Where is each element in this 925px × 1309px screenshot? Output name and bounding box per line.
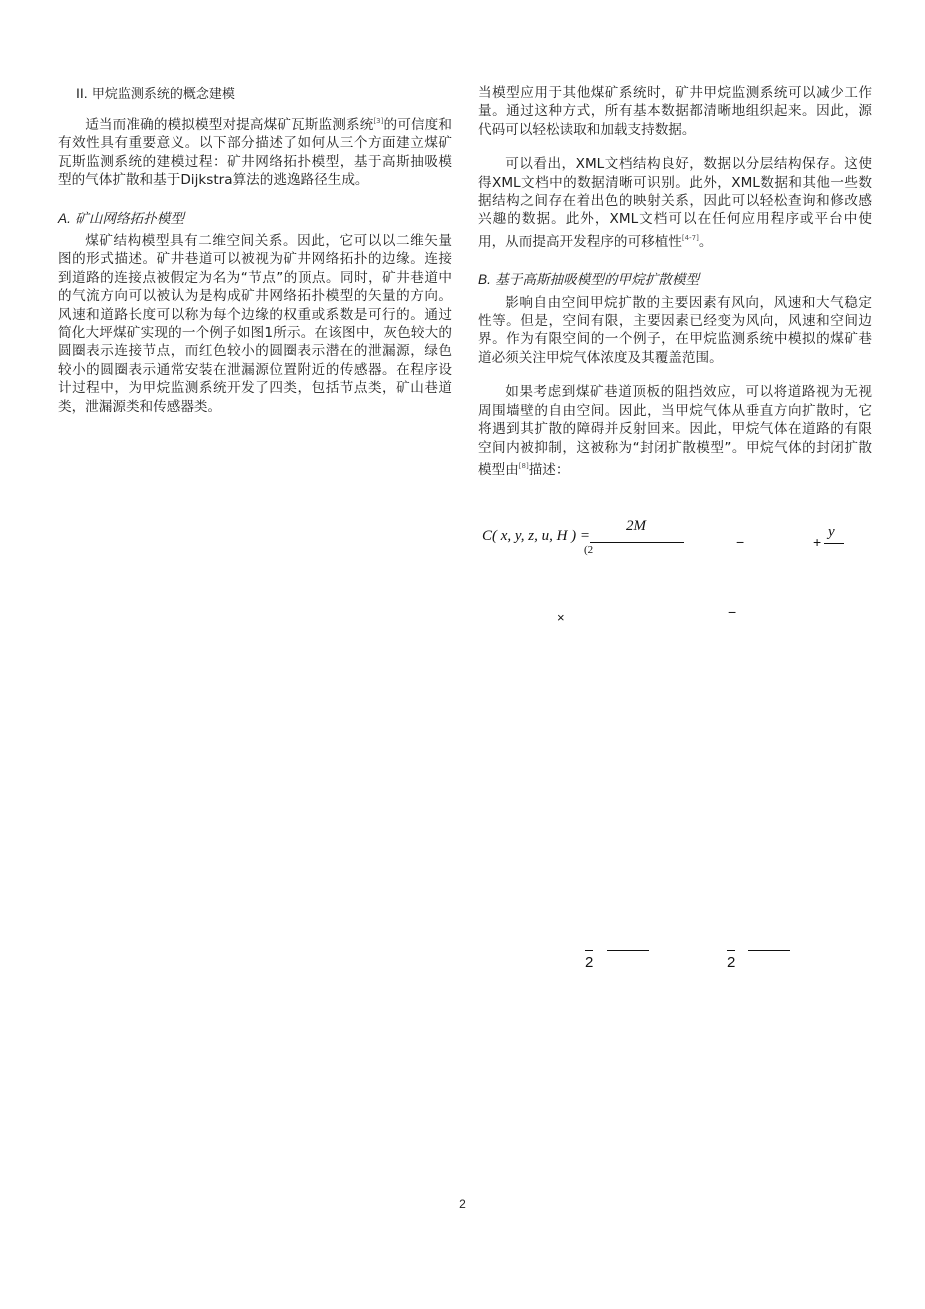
y-term: y <box>828 524 835 540</box>
diffusion-text: 如果考虑到煤矿巷道顶板的阻挡效应，可以将道路视为无视周围墙壁的自由空间。因此，当甲烷气体从垂直方向扩散时，它将遇到其扩散的障碍并反射回来。因此，甲烷气体在道路的有限空间内被抑制，这被称为“封闭扩散模型”。甲烷气体的封闭扩散模型由 <box>478 384 872 478</box>
formula-denominator: (2 <box>584 544 594 556</box>
continued-paragraph: 当模型应用于其他煤矿系统时，矿井甲烷监测系统可以减少工作量。通过这种方式，所有基本数据都清晰地组织起来。因此，源代码可以轻松读取和加载支持数据。 <box>478 85 872 138</box>
intro-text-a: 适当而准确的模拟模型对提高煤矿瓦斯监测系统 <box>85 117 374 133</box>
two-b: 2 <box>727 954 736 971</box>
section-title: 甲烷监测系统的概念建模 <box>91 87 235 102</box>
xml-text: 可以看出，XML文档结构良好，数据以分层结构保存。这使得XML文档中的数据清晰可识别。此外，XML数据和其他一些数据结构之间存在着出色的映射关系，因此可以轻松查询和修改感兴趣的数据。此外，XML文档可以在任何应用程序或平台中使用，从而提高开发程序的可移植性 <box>478 156 872 250</box>
minus-sign: − <box>736 534 745 550</box>
subsection-a-letter: A. <box>58 210 71 226</box>
citation: [4-7] <box>681 233 699 242</box>
section-number: II. <box>76 85 88 101</box>
subsection-a-heading <box>58 210 452 228</box>
page-number: 2 <box>459 1197 466 1211</box>
y-fraction-line <box>824 543 844 544</box>
fraction-line <box>590 542 684 543</box>
right-column <box>478 84 872 479</box>
times-sign: × <box>557 610 565 625</box>
intro-text-b: 的可信度和有效性具有重要意义。以下部分描述了如何从三个方面建立煤矿瓦斯监测系统的建模过程：矿井网络拓扑模型，基于高斯抽吸模型的气体扩散和基于Dijkstra算法的逃逸路径生成。 <box>58 117 453 189</box>
xml-paragraph <box>478 155 872 251</box>
topology-paragraph: 煤矿结构模型具有二维空间关系。因此，它可以以二维矢量图的形式描述。矿井巷道可以被视为矿井网络拓扑的边缘。连接到道路的连接点被假定为名为“节点”的顶点。同时，矿井巷道中的气流方向可以被认为是构成矿井网络拓扑模型的矢量的方向。风速和道路长度可以称为每个边缘的权重或系数是可行的。通过简化大坪煤矿实现的一个例子如图1所示。在该图中，灰色较大的圆圈表示连接节点，而红色较小的圆圈表示潜在的泄漏源，绿色较小的圆圈表示通常安装在泄漏源位置附近的传感器。在程序设计过程中，为甲烷监测系统开发了四类，包括节点类，矿山巷道类，泄漏源类和传感器类。 <box>58 233 452 415</box>
section-heading <box>58 84 452 104</box>
plus-sign: + <box>813 534 822 550</box>
citation: [3] <box>373 117 384 125</box>
overbar-a <box>585 950 593 951</box>
formula-numerator: 2M <box>626 518 646 534</box>
diffusion-paragraph-2 <box>478 383 872 479</box>
subsection-b-heading <box>478 271 872 289</box>
subsection-a-title: 矿山网络拓扑模型 <box>75 210 184 227</box>
citation: [8] <box>518 461 529 470</box>
fraction-line-a <box>607 950 649 951</box>
xml-text-end: 。 <box>698 233 713 250</box>
diffusion-paragraph-1: 影响自由空间甲烷扩散的主要因素有风向，风速和大气稳定性等。但是，空间有限，主要因素已经变为风向，风速和空间边界。作为有限空间的一个例子，在甲烷监测系统中模拟的煤矿巷道必须关注甲烷气体浓度及其覆盖范围。 <box>478 294 872 366</box>
formula-lhs: C( x, y, z, u, H ) = <box>482 528 591 544</box>
overbar-b <box>727 950 735 951</box>
subsection-b-title: 基于高斯抽吸模型的甲烷扩散模型 <box>495 272 700 289</box>
subsection-b-letter: B. <box>478 272 491 288</box>
fraction-line-b <box>748 950 790 951</box>
two-a: 2 <box>585 954 594 971</box>
intro-paragraph <box>58 112 452 190</box>
left-column <box>58 84 452 416</box>
minus-sign-2: − <box>728 604 737 620</box>
diffusion-text-end: 描述： <box>528 461 570 478</box>
